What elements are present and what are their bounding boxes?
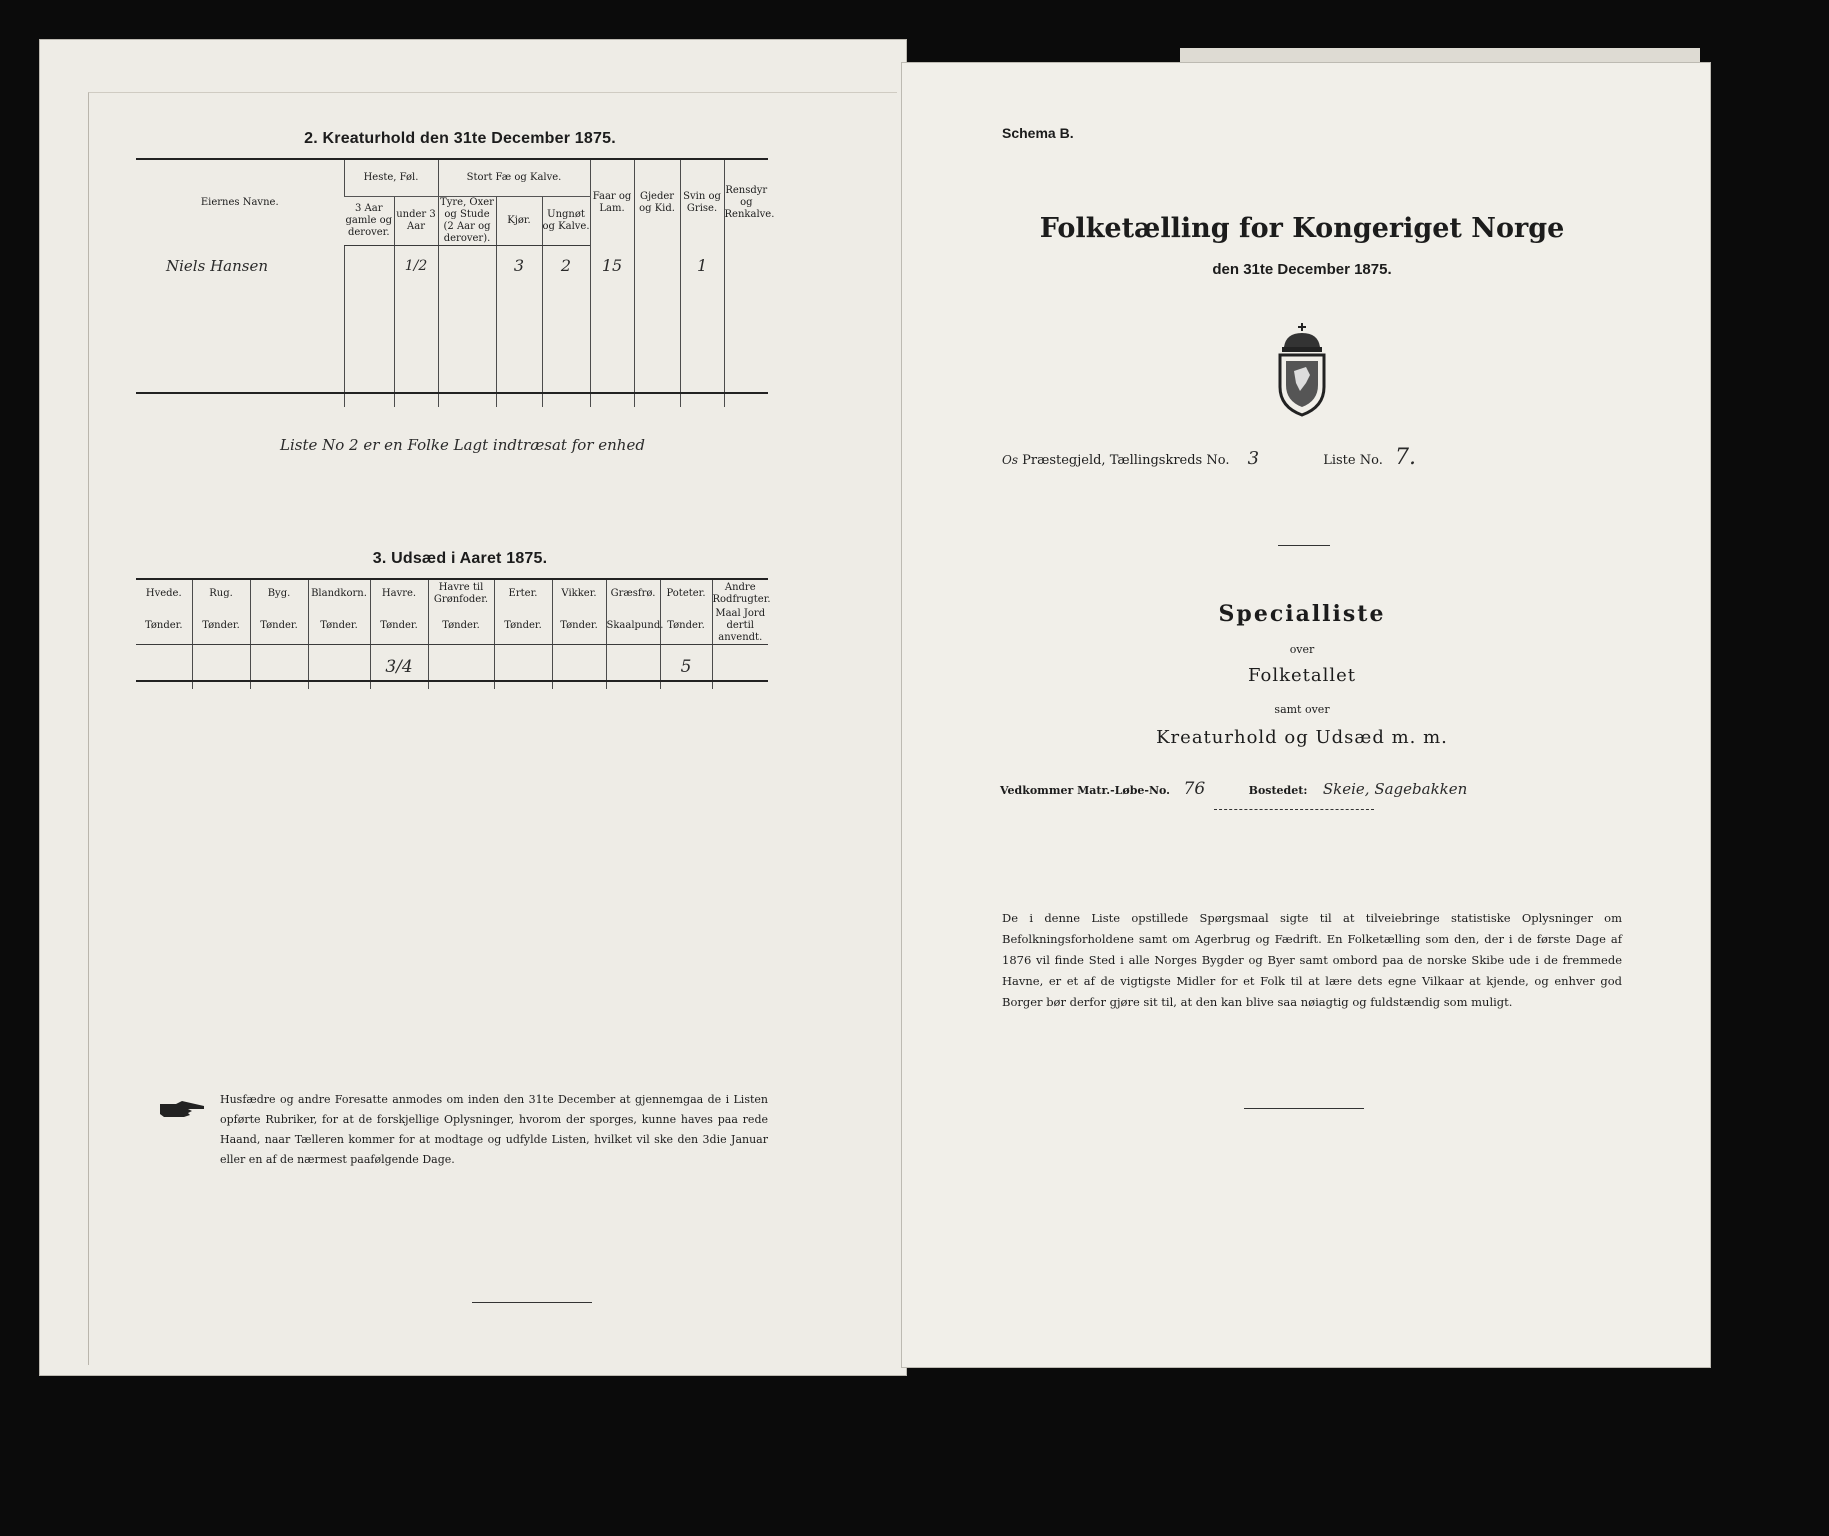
seed-col-unit: Tønder. [308,608,370,645]
bosted-value: Skeie, Sagebakken [1322,780,1468,798]
over-text: over [1289,643,1315,656]
table2-bottom-rule [136,392,768,394]
main-subtitle: den 31te December 1875. [1212,261,1392,278]
parish-label: Præstegjeld, [1022,453,1106,468]
seed-col-name: Erter. [494,580,552,608]
seed-col-name: Græsfrø. [606,580,660,608]
right-page [902,63,1710,1367]
divider-3 [1244,1108,1364,1109]
samt-over-text: samt over [1274,703,1330,716]
col-reindeer: Rensdyr og Renkalve. [724,160,768,245]
owner-name: Niels Hansen [166,257,268,275]
col-sheep: Faar og Lam. [590,160,634,245]
seed-value-cell: 5 [660,645,712,689]
table3-bottom-rule [136,680,768,682]
seed-col-name: Havre til Grønfoder. [428,580,494,608]
col-horses: Heste, Føl. [344,160,438,196]
seed-col-unit: Maal Jord dertil anvendt. [712,608,768,645]
col-cattle: Stort Fæ og Kalve. [438,160,590,196]
seed-col-unit: Tønder. [552,608,606,645]
seed-col-name: Byg. [250,580,308,608]
cell-pigs: 1 [680,245,724,287]
explanation-paragraph: De i denne Liste opstillede Spørgsmaal sigte til at tilveiebringe statistiske Oplysninger om Befolkningsforholdene samt om Agerbrug og Fædrift. En Folketælling som den, der i de første Dage af 1876 vil finde Sted i alle Norges Bygder og Byer samt ombord paa de norske Skibe ude i de fremmede Havne, er et af de vigtigste Midler for et Folk til at lære dets egne Vilkaar at kjende, og enhver god Borger bør derfor gjøre sit til, at den kan blive saa nøiagtig og fuldstændig som muligt. [1002,911,1622,1009]
pointing-hand-icon [158,1098,208,1120]
seed-col-unit: Tønder. [192,608,250,645]
cell-horses-young: 1/2 [394,245,438,287]
matr-line [1000,779,1700,799]
main-title: Folketælling for Kongeriget Norge [1039,213,1565,244]
seed-table [136,580,771,689]
cell-horses-old [344,245,394,287]
col-owner: Eiernes Navne. [200,196,279,208]
col-goats: Gjeder og Kid. [634,160,680,245]
seed-col-name: Hvede. [145,588,182,599]
seed-col-name: Havre. [370,580,428,608]
seed-col-unit: Tønder. [370,608,428,645]
parish-line [1002,445,1642,470]
seed-col-name: Andre Rodfrugter. [712,580,768,608]
seed-col-name: Rug. [192,580,250,608]
seed-col-unit: Tønder. [250,608,308,645]
kreaturhold-text: Kreaturhold og Udsæd m. m. [1156,727,1448,748]
seed-value-cell: 3/4 [370,645,428,689]
seed-col-name: Vikker. [552,580,606,608]
special-list-title: Specialliste [1218,601,1386,627]
seed-col-name: Blandkorn. [308,580,370,608]
seed-col-name: Poteter. [660,580,712,608]
handwritten-note: Liste No 2 er en Folke Lagt indtræsat for enhed [280,436,645,454]
list-number: 7. [1394,445,1416,470]
district-number: 3 [1247,448,1260,469]
seed-col-unit: Tønder. [494,608,552,645]
schema-label: Schema B. [1002,125,1074,141]
seed-col-unit: Tønder. [660,608,712,645]
col-horses-old: 3 Aar gamle og derover. [344,196,394,245]
cell-sheep: 15 [590,245,634,287]
seed-col-unit: Tønder. [428,608,494,645]
col-pigs: Svin og Grise. [680,160,724,245]
seed-col-unit: Tønder. [136,608,192,645]
left-page [40,40,906,1375]
closing-rule [472,1302,592,1303]
col-calves: Ungnøt og Kalve. [542,196,590,245]
district-label: Tællingskreds No. [1109,453,1230,468]
cell-cows: 3 [496,245,542,287]
seed-col-unit: Skaalpund. [606,608,660,645]
section2-title: 2. Kreaturhold den 31te December 1875. [304,130,616,147]
col-bulls: Tyre, Oxer og Stude (2 Aar og derover). [438,196,496,245]
cell-calves: 2 [542,245,590,287]
coat-of-arms-icon [1272,321,1332,417]
matr-number: 76 [1183,779,1206,799]
livestock-table [136,160,775,407]
cell-reindeer [724,245,768,287]
col-horses-young: under 3 Aar [394,196,438,245]
bosted-label: Bostedet: [1248,784,1308,797]
section3-title: 3. Udsæd i Aaret 1875. [372,550,548,567]
list-label: Liste No. [1323,453,1383,468]
col-cows: Kjør. [496,196,542,245]
matr-label: Vedkommer Matr.-Løbe-No. [1000,784,1170,797]
folketallet-text: Folketallet [1247,665,1357,686]
notice-text: Husfædre og andre Foresatte anmodes om inden den 31te December at gjennemgaa de i Listen opførte Rubriker, for at de forskjellige Oplysninger, hvorom der sporges, kunne haves paa rede Haand, naar Tælleren kommer for at modtage og udfylde Listen, hvilket vil ske den 3die Januar eller en af de nærmest paafølgende Dage. [220,1093,768,1166]
parish-name: Os [1002,453,1018,467]
cell-goats [634,245,680,287]
divider-1 [1278,545,1330,546]
cell-bulls [438,245,496,287]
divider-2 [1214,809,1374,810]
